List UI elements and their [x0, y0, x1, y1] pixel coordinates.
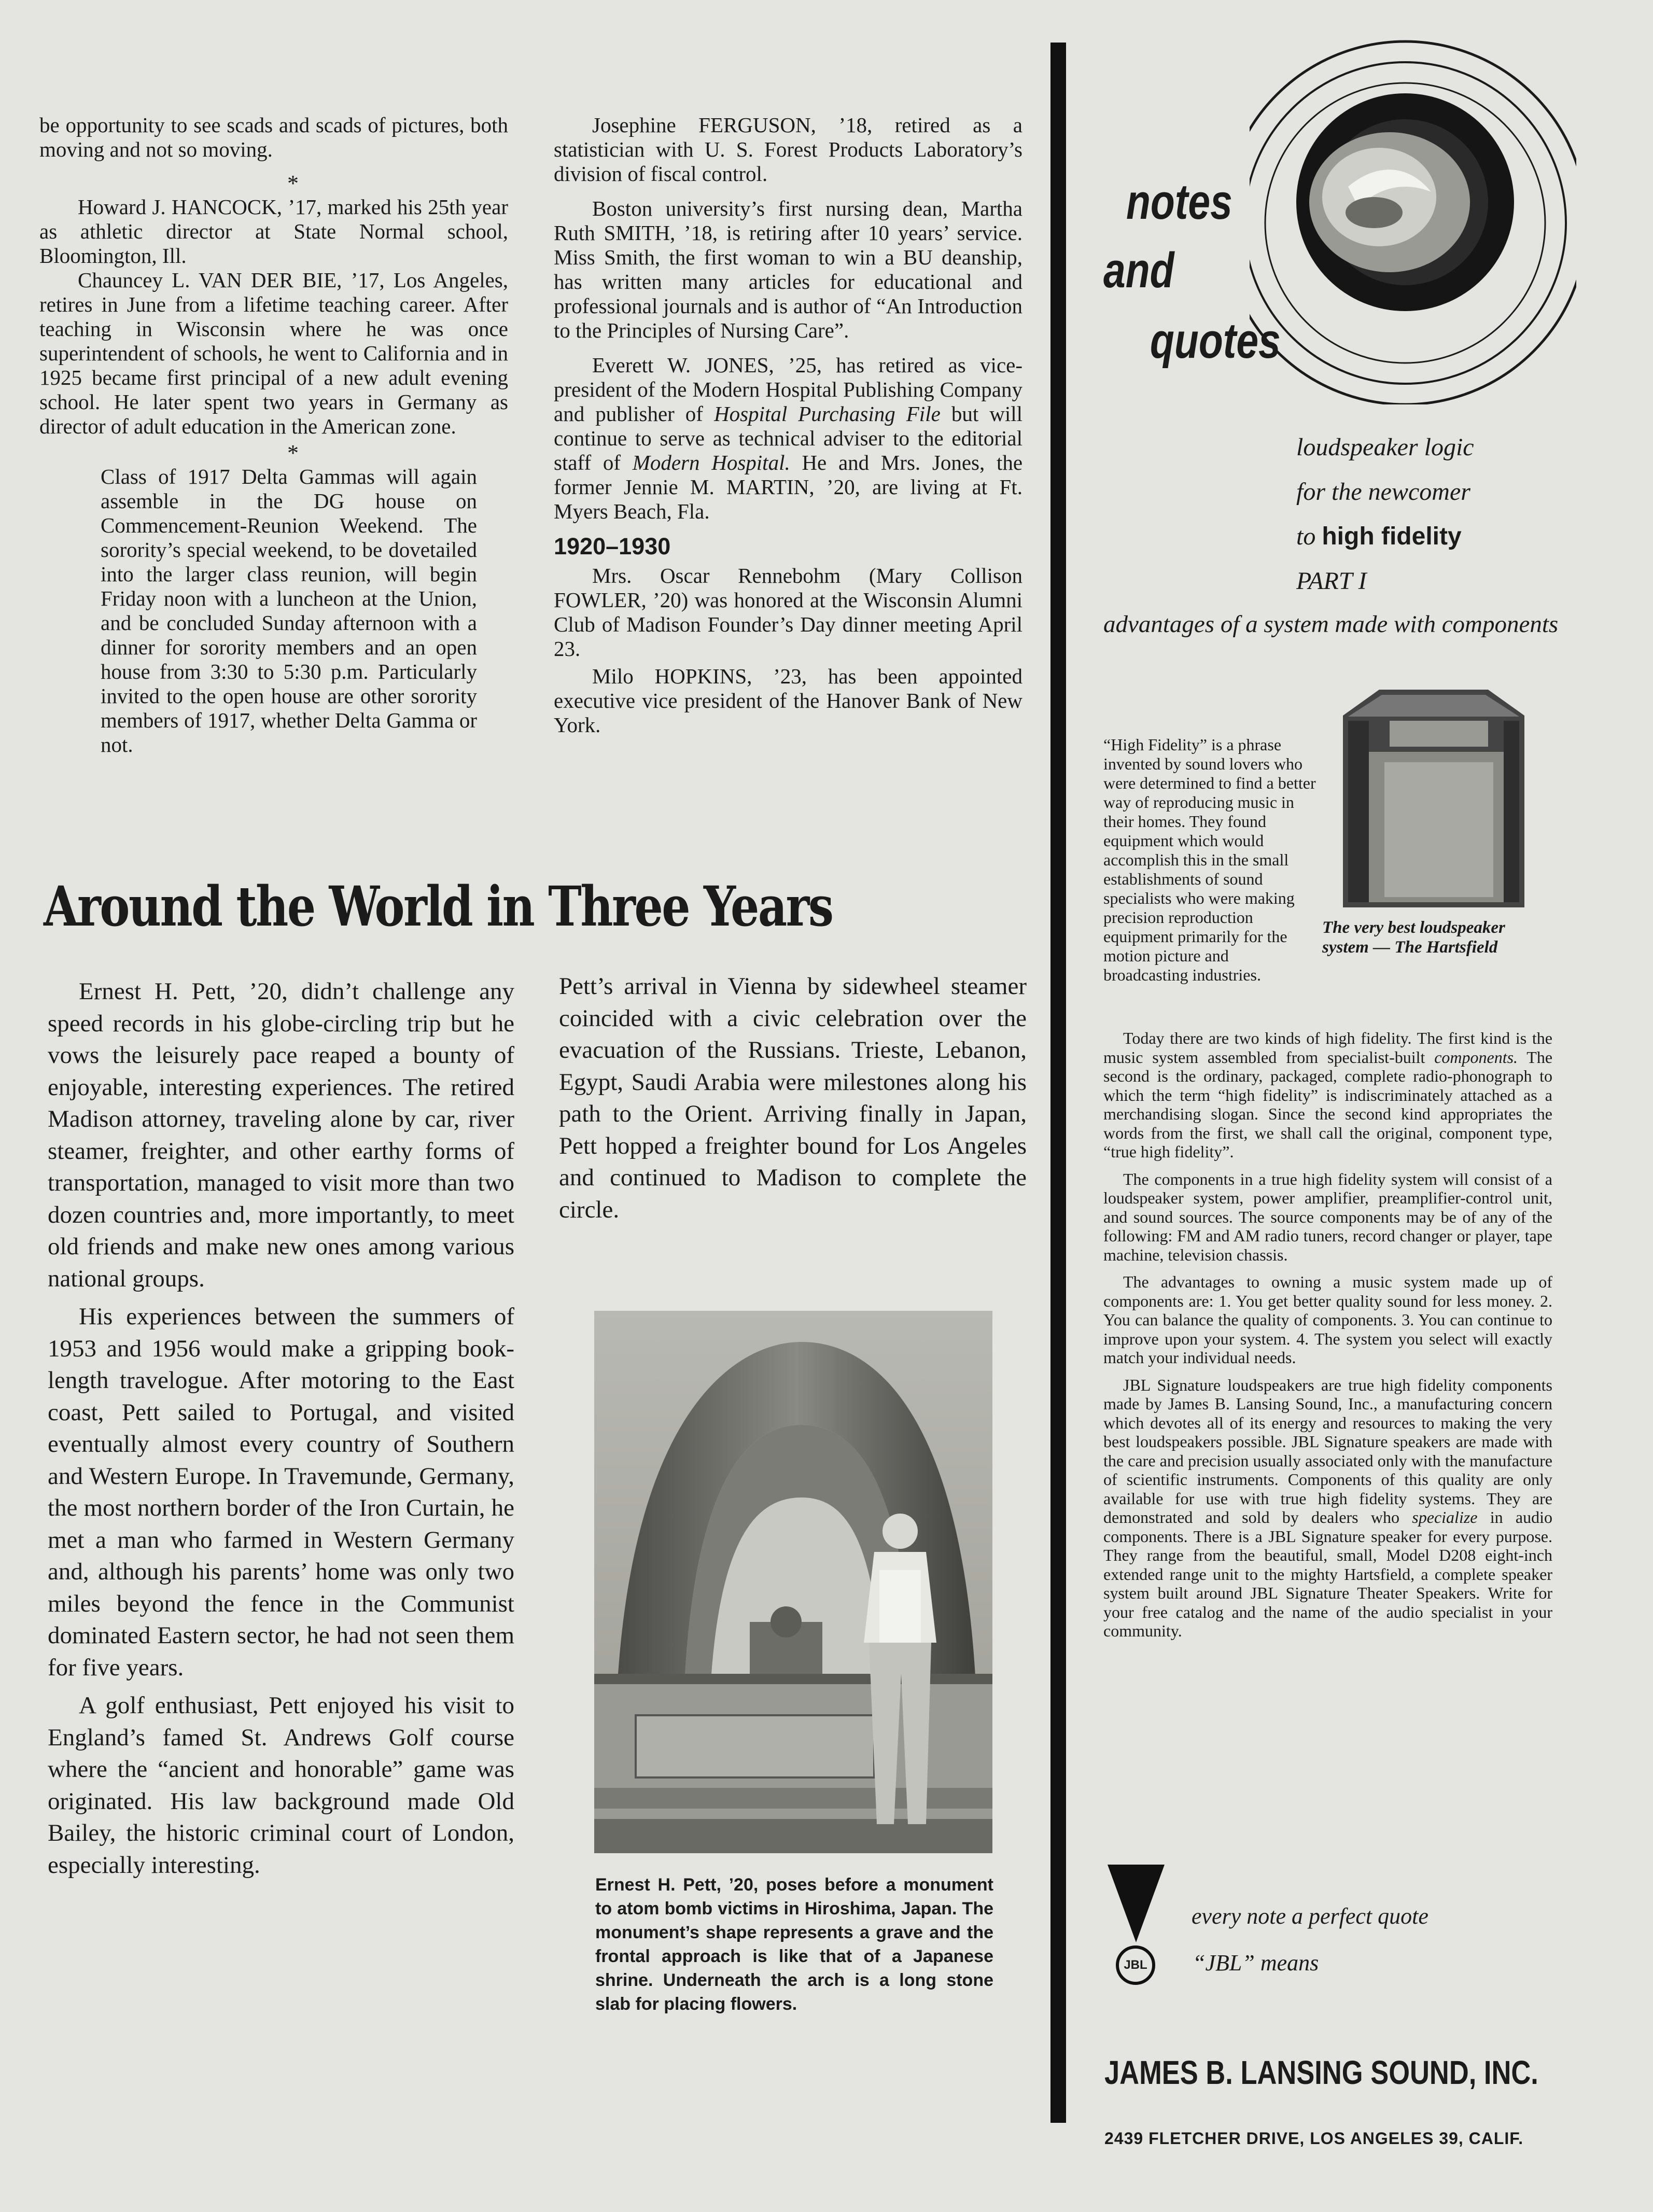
jbl-advertisement: [1073, 31, 1638, 2183]
note-jones: Everett W. JONES, ’25, has retired as vice-president of the Modern Hospital Publishing Company and publisher of Hospital Purchasing File but will continue to serve as technical adviser to the editorial staff of Modern Hospital. He and Mrs. Jones, the former Jennie M. MARTIN, ’20, are living at Ft. Myers Beach, Fla.: [554, 353, 1023, 523]
article-paragraph: Ernest H. Pett, ’20, didn’t challenge any speed records in his globe-circling trip but he vows the leisurely pace reaped a bounty of enjoyable, interesting experiences. The retired Madison attorney, traveling alone by car, river steamer, freighter, and other earthy forms of transportation, managed to visit more than two dozen countries and, more importantly, to meet old friends and make new ones among various national groups.: [48, 978, 514, 1292]
article-paragraph: Pett’s arrival in Vienna by sidewheel steamer coincided with a civic celebration over the evacuation of the Russians. Trieste, Lebanon, Egypt, Saudi Arabia were milestones along his path to the Orient. Arriving finally in Japan, Pett hopped a freighter bound for Los Angeles and continued to Madison to complete the circle.: [559, 973, 1027, 1223]
article-paragraph: A golf enthusiast, Pett enjoyed his visit to England’s famed St. Andrews Golf course where the “ancient and honorable” game was originated. His law background made Old Bailey, the historic criminal court of London, especially interesting.: [48, 1692, 514, 1879]
article-column-2: [559, 971, 1027, 1232]
photo-caption: Ernest H. Pett, ’20, poses before a monument to atom bomb victims in Hiroshima, Japan. The monument’s shape represents a grave and the frontal approach is like that of a Japanese shrine. Underneath the arch is a long stone slab for placing flowers.: [595, 1875, 993, 2014]
article-column-1: [48, 976, 514, 1887]
note-delta-gammas: Class of 1917 Delta Gammas will again assemble in the DG house on Commencement-Reunion Weekend. The sorority’s special weekend, to be dovetailed into the larger class reunion, will begin Friday noon with a luncheon at the Union, and be concluded Sunday afternoon with a dinner for sorority members and an open house from 3:30 to 5:30 p.m. Particularly invited to the open house are other sorority members of 1917, whether Delta Gamma or not.: [101, 465, 477, 757]
hartsfield-cabinet-icon: [1333, 684, 1535, 913]
ad-jbl-means: “JBL” means: [1193, 1950, 1319, 1976]
ad-paragraph: The components in a true high fidelity system will consist of a loudspeaker system, power amplifier, preamplifier-control unit, and sound sources. The source components may be of any of the following: FM and AM radio tuners, record changer or player, tape machine, television chassis.: [1103, 1169, 1552, 1264]
paragraph-continued: be opportunity to see scads and scads of pictures, both moving and not so moving.: [39, 113, 508, 161]
note-hopkins: Milo HOPKINS, ’23, has been appointed executive vice president of the Hanover Bank of New York.: [554, 664, 1022, 737]
ad-intro: “High Fidelity” is a phrase invented by sound lovers who were determined to find a better way of reproducing music in their homes. They found equipment which would accomplish this in the small establishments of sound specialists who were making precision reproduction equipment primarily for the motion picture and broadcasting industries.: [1103, 735, 1316, 984]
monument-photo-illustration: [594, 1311, 992, 1853]
jbl-badge: JBL: [1116, 1945, 1155, 1985]
note-ferguson: Josephine FERGUSON, ’18, retired as a statistician with U. S. Forest Products Laboratory’s division of fiscal control.: [554, 113, 1022, 186]
column-divider: [1050, 43, 1066, 2123]
ad-heading: advantages of a system made with components: [1103, 611, 1559, 638]
ad-part-label: PART I: [1296, 567, 1367, 595]
company-name: JAMES B. LANSING SOUND, INC.: [1104, 2054, 1538, 2091]
note-hancock: Howard J. HANCOCK, ’17, marked his 25th year as athletic director at State Normal school, Bloomington, Ill.: [39, 195, 508, 268]
logo-and: and: [1103, 243, 1174, 298]
left-top-column: [39, 113, 508, 767]
cabinet-caption: The very best loudspeaker system — The Hartsfield: [1322, 918, 1505, 957]
ad-paragraph: The advantages to owning a music system made up of components are: 1. You get better quality sound for less money. 2. You can balance the quality of components. 3. You can continue to improve upon your system. 4. The system you select will exactly match your individual needs.: [1103, 1272, 1552, 1367]
separator-asterisk: *: [287, 171, 299, 196]
ad-body-text: [1103, 1029, 1552, 1649]
decade-heading: 1920–1930: [554, 533, 671, 559]
company-address: 2439 FLETCHER DRIVE, LOS ANGELES 39, CALIF.: [1104, 2129, 1524, 2148]
separator-asterisk: *: [287, 440, 299, 466]
note-smith: Boston university’s first nursing dean, Martha Ruth SMITH, ’18, is retiring after 10 years’ service. Miss Smith, the first woman to win a BU deanship, has written many articles for educational and professional journals and is author of “An Introduction to the Principles of Nursing Care”.: [554, 197, 1022, 342]
note-van-der-bie: Chauncey L. VAN DER BIE, ’17, Los Angeles, retires in June from a lifetime teaching career. After teaching in Wisconsin where he was once superintendent of schools, he went to California and in 1925 became first principal of a new adult evening school. He later spent two years in Germany as director of adult education in the American zone.: [39, 268, 508, 438]
ad-tagline: every note a perfect quote: [1192, 1903, 1428, 1929]
jbl-triangle-icon: [1108, 1865, 1165, 1948]
ad-subtitle-line1: loudspeaker logic: [1296, 433, 1474, 461]
logo-quotes: quotes: [1150, 313, 1281, 369]
article-headline: Around the World in Three Years: [44, 874, 833, 939]
ad-subtitle-line3: to high fidelity: [1296, 523, 1462, 550]
ad-paragraph: Today there are two kinds of high fidelity. The first kind is the music system assembled from specialist-built components. The second is the ordinary, packaged, complete radio-phonograph to which the term “high fidelity” is indiscriminately attached as a merchandising slogan. Since the second kind appropriates the words from the first, we shall call the original, component type, “true high fidelity”.: [1103, 1029, 1553, 1161]
article-paragraph: His experiences between the summers of 1953 and 1956 would make a gripping book-length travelogue. After motoring to the East coast, Pett sailed to Portugal, and visited eventually almost every country of Southern and Western Europe. In Travemunde, Germany, the most northern border of the Iron Curtain, he met a man who farmed in Western Germany and, although his parents’ home was only two miles beyond the fence in the Communist dominated Eastern sector, he had not seen them for five years.: [48, 1303, 514, 1681]
monument-photo: [594, 1311, 992, 1853]
ad-paragraph: JBL Signature loudspeakers are true high fidelity components made by James B. Lansing Sound, Inc., a manufacturing concern which devotes all of its energy and resources to making the very best loudspeakers possible. JBL Signature speakers are made with the care and precision usually associated only with the manufacture of scientific instruments. Components of this quality are only available for use with true high fidelity systems. They are demonstrated and sold by dealers who specialize in audio components. There is a JBL Signature speaker for every purpose. They range from the beautiful, small, Model D208 eight-inch extended range unit to the mighty Hartsfield, a complete speaker system built around JBL Signature Theater Speakers. Write for your free catalog and the name of the audio specialist in your community.: [1103, 1375, 1553, 1640]
middle-top-column: [554, 113, 1022, 748]
logo-notes: notes: [1126, 174, 1232, 230]
ad-subtitle: [1296, 425, 1638, 604]
ad-subtitle-line2: for the newcomer: [1296, 478, 1470, 506]
note-rennebohm: Mrs. Oscar Rennebohm (Mary Collison FOWLER, ’20) was honored at the Wisconsin Alumni Club of Madison Founder’s Day dinner meeting April 23.: [554, 564, 1022, 661]
